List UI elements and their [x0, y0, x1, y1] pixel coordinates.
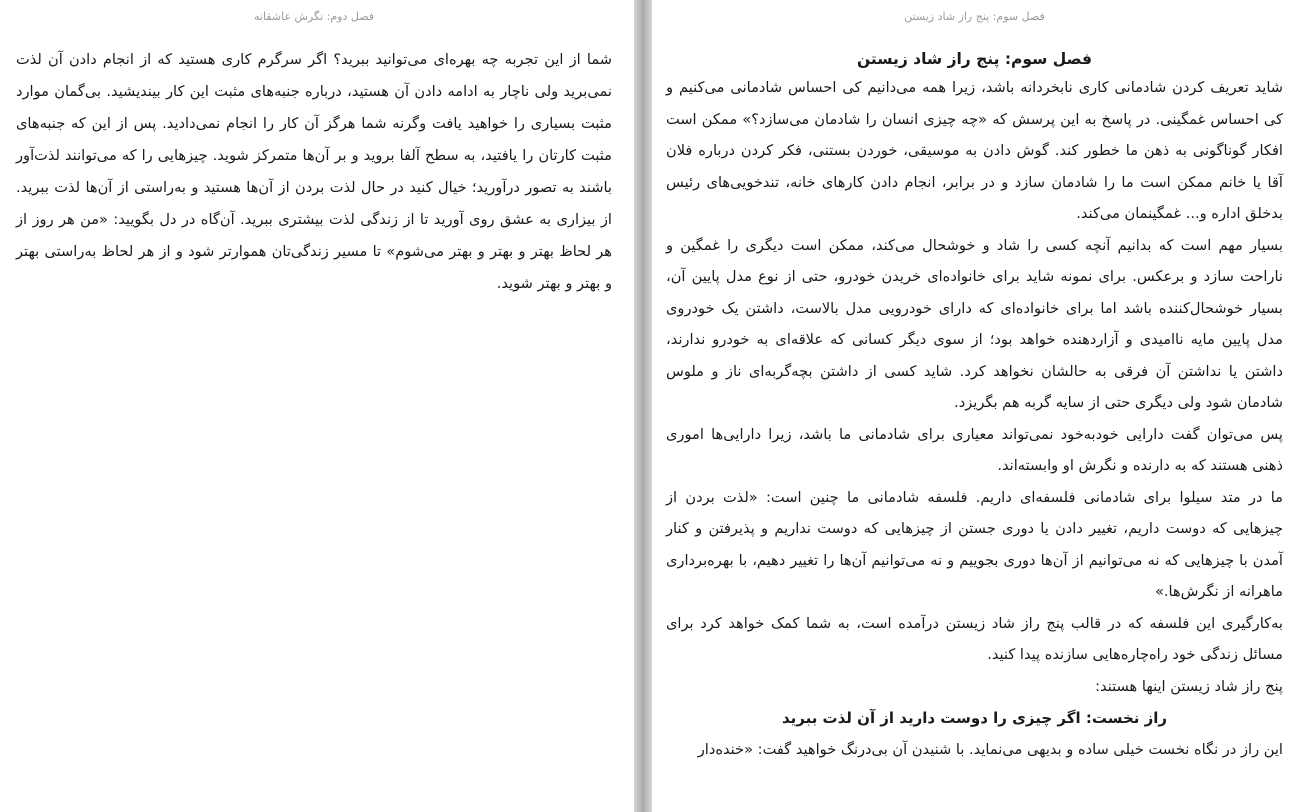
page-body: [16, 44, 612, 300]
right-page: [652, 0, 1289, 812]
book-spine-gutter: [634, 0, 652, 812]
paragraph: ما در متد سیلوا برای شادمانی فلسفه‌ای داریم. فلسفه شادمانی ما چنین است: «لذت بردن از چیزهایی که دوست داریم، تغییر دادن یا دوری جستن از چیزهایی که دوست نداریم و پذیرفتن و کنار آمدن با چیزهایی که نه می‌توانیم از آن‌ها دوری بجوییم و نه می‌توانیم آن‌ها را تغییر دهیم، با بهره‌برداری ماهرانه از نگرش‌ها.»: [666, 488, 1283, 600]
running-head: فصل دوم: نگرش عاشقانه: [254, 10, 374, 23]
section-heading: راز نخست: اگر چیزی را دوست دارید از آن لذت ببرید: [781, 709, 1168, 727]
paragraph: شاید تعریف کردن شادمانی کاری نابخردانه باشد، زیرا همه می‌دانیم کی احساس شادمانی می‌کنیم و کی احساس غمگینی. در پاسخ به این پرسش که «چه چیزی انسان را شادمان می‌سازد؟» ممکن است افکار گوناگونی به ذهن ما خطور کند. گوش دادن به موسیقی، خوردن بستنی، فکر کردن درباره فلان آقا یا خانم ممکن است ما را شادمان سازد و در برابر، انجام دادن کارهای خانه، تندخویی‌های رئیس بدخلق اداره و... غمگینمان می‌کند.: [666, 79, 1283, 222]
paragraph: این راز در نگاه نخست خیلی ساده و بدیهی می‌نماید. با شنیدن آن بی‌درنگ خواهید گفت: «خنده‌دار: [697, 741, 1283, 758]
paragraph: بسیار مهم است که بدانیم آنچه کسی را شاد و خوشحال می‌کند، ممکن است دیگری را غمگین و ناراحت سازد و برعکس. برای نمونه شاید برای خانواده‌ای خریدن خودرو، حتی از نوع مدل پایین آن، بسیار خوشحال‌کننده باشد اما برای خانواده‌ای که دارای خودرویی مدل بالاست، داشتن یک خودروی مدل پایین مایه ناامیدی و آزاردهنده خواهد بود؛ از سوی دیگر کسانی که علاقه‌ای به خودرو ندارند، داشتن یا نداشتن آن فرقی به حالشان نخواهد کرد. شاید کسی از داشتن بچه‌گربه‌ای ناز و ملوس شادمان شود ولی دیگری حتی از سایه گربه هم بگریزد.: [666, 236, 1283, 411]
paragraph: پنج راز شاد زیستن اینها هستند:: [1095, 677, 1283, 695]
left-page: [0, 0, 634, 812]
running-head: فصل سوم: پنج راز شاد زیستن: [904, 10, 1045, 23]
paragraph: پس می‌توان گفت دارایی خودبه‌خود نمی‌تواند معیاری برای شادمانی ما باشد، زیرا دارایی‌ها اموری ذهنی هستند که به دارنده و نگرش او وابسته‌اند.: [666, 425, 1283, 474]
chapter-title: فصل سوم: پنج راز شاد زیستن: [856, 50, 1093, 68]
paragraph: به‌کارگیری این فلسفه که در قالب پنج راز شاد زیستن درآمده است، به شما کمک خواهد کرد برای مسائل زندگی خود راه‌چاره‌هایی سازنده پیدا کنید.: [666, 614, 1283, 663]
page-body: [666, 72, 1283, 766]
paragraph: شما از این تجربه چه بهره‌ای می‌توانید ببرید؟ اگر سرگرم کاری هستید که از انجام دادن آن لذت نمی‌برید ولی ناچار به ادامه دادن آن هستید، درباره جنبه‌های مثبت این کار بیندیشید. بی‌گمان موارد مثبت بسیاری را خواهید یافت وگرنه شما هرگز آن کار را انجام نمی‌دادید. پس از این که جنبه‌های مثبت کارتان را یافتید، به سطح آلفا بروید و بر آن‌ها متمرکز شوید. چیزهایی را که می‌توانند لذت‌آور باشند به تصور درآورید؛ خیال کنید در حال لذت بردن از آن‌ها هستید و به‌راستی از آن‌ها لذت ببرید. از بیزاری به عشق روی آورید تا از زندگی لذت بیشتری ببرید. آن‌گاه در دل بگویید: «من هر روز از هر لحاظ بهتر و بهتر و بهتر می‌شوم» تا مسیر زندگی‌تان هموارتر شود و از هر لحاظ به‌راستی بهتر و بهتر و بهتر شوید.: [16, 51, 612, 292]
